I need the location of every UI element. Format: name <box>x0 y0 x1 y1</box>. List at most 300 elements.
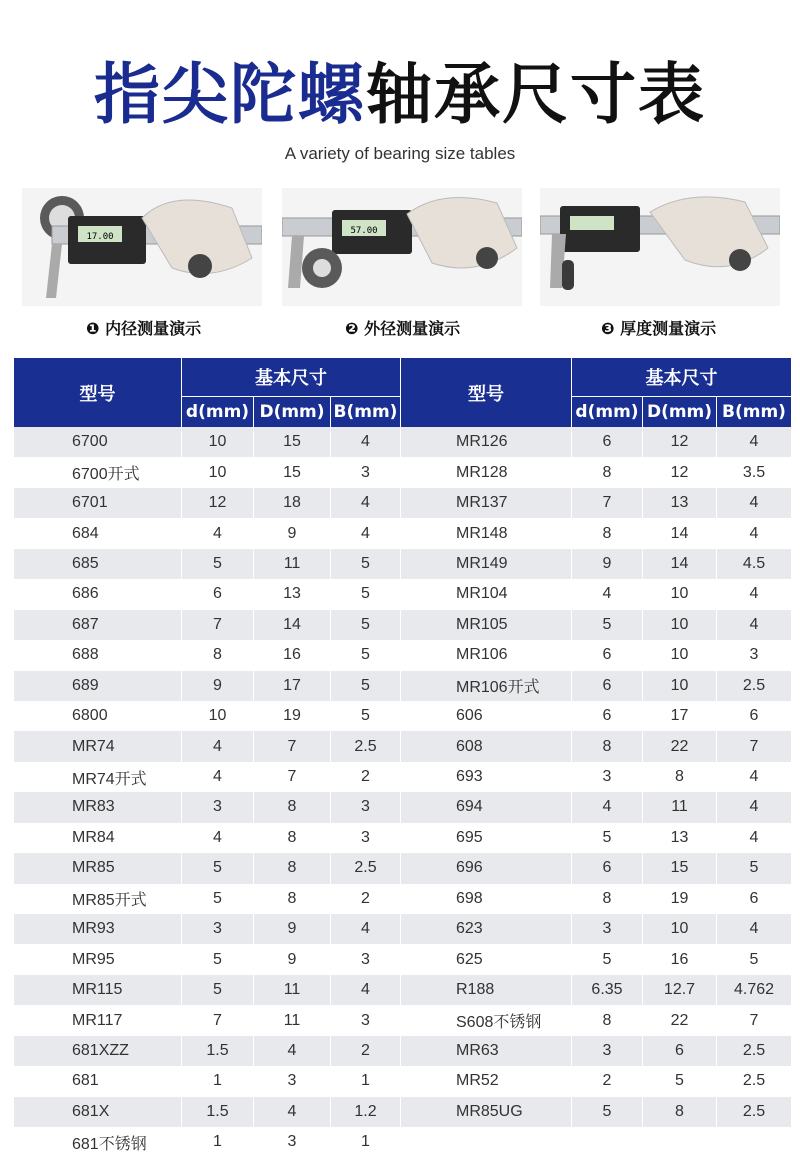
column-divider <box>330 1036 331 1066</box>
left-model-cell: 6700 <box>72 433 108 451</box>
column-divider <box>716 640 717 670</box>
column-divider <box>400 762 401 792</box>
left-B-cell: 1.2 <box>354 1102 377 1120</box>
table-row <box>14 1036 791 1066</box>
left-D-cell: 11 <box>283 1011 301 1029</box>
left-D-cell: 11 <box>283 981 301 999</box>
column-divider <box>330 488 331 518</box>
left-model-cell: 681X <box>72 1102 110 1120</box>
left-D-cell: 14 <box>283 615 301 633</box>
column-divider <box>642 640 643 670</box>
column-divider <box>253 579 254 609</box>
column-divider <box>253 671 254 701</box>
left-D-cell: 17 <box>283 676 301 694</box>
column-divider <box>716 1005 717 1035</box>
bearing-size-table <box>14 358 791 1158</box>
right-B-cell: 4 <box>749 585 759 603</box>
left-d-cell: 8 <box>213 646 222 664</box>
left-D-cell: 16 <box>283 646 301 664</box>
column-divider <box>330 1066 331 1096</box>
right-model-cell: 693 <box>456 768 483 786</box>
column-divider <box>642 457 643 487</box>
column-divider <box>642 1036 643 1066</box>
table-row <box>14 823 791 853</box>
table-row <box>14 427 791 457</box>
right-model-cell: MR104 <box>456 585 508 603</box>
column-divider <box>571 579 572 609</box>
left-D-cell: 9 <box>287 920 297 938</box>
left-model-cell: MR95 <box>72 950 115 968</box>
left-D-cell: 8 <box>287 889 297 907</box>
title-blue: 指尖陀螺 <box>94 56 366 133</box>
right-d-cell: 6 <box>602 433 612 451</box>
right-D-cell: 14 <box>670 524 689 542</box>
column-divider <box>253 914 254 944</box>
table-row <box>14 731 791 761</box>
left-B-cell: 2.5 <box>354 859 377 877</box>
column-divider <box>330 671 331 701</box>
table-row <box>14 975 791 1005</box>
column-divider <box>571 884 572 914</box>
left-model-cell: MR117 <box>72 1011 123 1029</box>
column-divider <box>253 518 254 548</box>
left-model-cell: 686 <box>72 585 99 603</box>
right-d-cell: 6 <box>602 676 612 694</box>
column-divider <box>330 792 331 822</box>
column-divider <box>330 731 331 761</box>
column-divider <box>642 701 643 731</box>
page-subtitle: A variety of bearing size tables <box>284 144 516 163</box>
column-divider <box>642 884 643 914</box>
column-divider <box>181 701 182 731</box>
left-D-cell: 13 <box>283 585 301 603</box>
column-divider <box>571 671 572 701</box>
column-divider <box>181 1097 182 1127</box>
left-B-cell: 3 <box>361 463 370 481</box>
column-divider <box>716 914 717 944</box>
column-divider <box>571 1097 572 1127</box>
right-B-cell: 6 <box>749 889 759 907</box>
table-row <box>14 914 791 944</box>
caliper-outer-diameter-icon <box>282 188 522 306</box>
column-divider <box>253 944 254 974</box>
column-divider <box>571 975 572 1005</box>
column-divider <box>571 1127 572 1157</box>
column-divider <box>253 975 254 1005</box>
column-divider <box>253 1005 254 1035</box>
column-divider <box>642 914 643 944</box>
column-divider <box>253 853 254 883</box>
left-D-cell: 3 <box>287 1133 297 1151</box>
left-d-cell: 10 <box>208 463 227 481</box>
column-divider <box>642 975 643 1005</box>
left-D-cell: 11 <box>283 554 301 572</box>
right-model-cell: MR85UG <box>456 1102 523 1120</box>
left-B-cell: 3 <box>361 828 370 846</box>
right-B-cell: 2.5 <box>742 1102 766 1120</box>
column-divider <box>181 731 182 761</box>
left-B-cell: 5 <box>361 615 370 633</box>
column-divider <box>253 731 254 761</box>
col-B-left: B(mm) <box>333 402 398 422</box>
column-divider <box>400 701 401 731</box>
left-d-cell: 1.5 <box>206 1041 229 1059</box>
left-B-cell: 4 <box>361 433 370 451</box>
column-divider <box>642 792 643 822</box>
column-divider <box>253 792 254 822</box>
reading-1: 17.00 <box>86 232 114 242</box>
left-model-cell: MR93 <box>72 920 115 938</box>
column-divider <box>181 579 182 609</box>
title-black: 轴承尺寸表 <box>366 56 706 133</box>
right-model-cell: 694 <box>456 798 483 816</box>
right-D-cell: 22 <box>670 737 689 755</box>
right-B-cell: 7 <box>749 737 759 755</box>
column-divider <box>642 488 643 518</box>
column-divider <box>181 823 182 853</box>
column-divider <box>642 731 643 761</box>
left-B-cell: 4 <box>361 920 370 938</box>
col-basic-left: 基本尺寸 <box>255 368 327 389</box>
col-D-right: D(mm) <box>646 402 713 422</box>
left-model-cell: 6700开式 <box>72 466 140 484</box>
left-model-cell: MR74开式 <box>72 770 147 788</box>
right-D-cell: 22 <box>670 1011 689 1029</box>
left-d-cell: 3 <box>213 798 222 816</box>
column-divider <box>400 1066 401 1096</box>
column-divider <box>330 701 331 731</box>
right-model-cell: MR126 <box>456 433 508 451</box>
left-B-cell: 2 <box>361 889 370 907</box>
left-d-cell: 5 <box>213 950 222 968</box>
left-model-cell: 681XZZ <box>72 1041 129 1059</box>
column-divider <box>716 457 717 487</box>
column-divider <box>642 579 643 609</box>
right-d-cell: 2 <box>602 1072 612 1090</box>
right-B-cell: 4 <box>749 768 759 786</box>
left-d-cell: 9 <box>213 676 222 694</box>
left-d-cell: 1.5 <box>206 1102 229 1120</box>
right-model-cell: R188 <box>456 981 495 999</box>
left-d-cell: 4 <box>213 768 222 786</box>
right-D-cell: 12 <box>670 433 689 451</box>
right-model-cell: S608不锈钢 <box>456 1014 542 1032</box>
column-divider <box>571 944 572 974</box>
right-D-cell: 8 <box>675 768 684 786</box>
left-D-cell: 8 <box>287 828 297 846</box>
left-B-cell: 4 <box>361 524 370 542</box>
reading-2: 57.00 <box>350 226 378 236</box>
column-divider <box>642 1127 643 1157</box>
column-divider <box>716 1097 717 1127</box>
column-divider <box>181 640 182 670</box>
column-divider <box>716 1127 717 1157</box>
right-D-cell: 8 <box>675 1102 684 1120</box>
column-divider <box>400 579 401 609</box>
right-D-cell: 10 <box>670 585 689 603</box>
table-row <box>14 640 791 670</box>
left-B-cell: 3 <box>361 798 370 816</box>
right-d-cell: 5 <box>602 828 612 846</box>
left-model-cell: MR83 <box>72 798 115 816</box>
left-D-cell: 7 <box>287 737 297 755</box>
column-divider <box>181 1066 182 1096</box>
column-divider <box>330 762 331 792</box>
right-d-cell: 6.35 <box>591 981 623 999</box>
right-model-cell <box>456 1127 570 1157</box>
column-divider <box>330 579 331 609</box>
left-D-cell: 4 <box>287 1041 297 1059</box>
column-divider <box>571 427 572 457</box>
right-d-cell: 6 <box>602 859 612 877</box>
right-d-cell: 4 <box>602 798 612 816</box>
column-divider <box>716 671 717 701</box>
left-B-cell: 2.5 <box>354 737 377 755</box>
table-row <box>14 853 791 883</box>
column-divider <box>716 944 717 974</box>
left-d-cell: 5 <box>213 554 222 572</box>
left-D-cell: 7 <box>287 768 297 786</box>
right-model-cell: 606 <box>456 707 483 725</box>
right-D-cell: 15 <box>670 859 689 877</box>
column-divider <box>330 853 331 883</box>
left-d-cell: 4 <box>213 828 222 846</box>
left-D-cell: 8 <box>287 859 297 877</box>
page-title <box>0 56 800 133</box>
right-B-cell: 4 <box>749 524 759 542</box>
right-model-cell: MR106开式 <box>456 679 540 697</box>
table-row <box>14 518 791 548</box>
right-d-cell: 7 <box>602 494 612 512</box>
column-divider <box>330 975 331 1005</box>
column-divider <box>716 762 717 792</box>
left-d-cell: 10 <box>208 433 227 451</box>
left-model-cell: 687 <box>72 615 99 633</box>
table-row <box>14 457 791 487</box>
right-model-cell: MR128 <box>456 463 508 481</box>
column-divider <box>400 610 401 640</box>
left-model-cell: 684 <box>72 524 99 542</box>
right-model-cell: MR63 <box>456 1041 499 1059</box>
left-D-cell: 18 <box>283 494 301 512</box>
right-B-cell: 5 <box>749 859 759 877</box>
left-B-cell: 4 <box>361 981 370 999</box>
column-divider <box>330 823 331 853</box>
right-D-cell: 12.7 <box>663 981 696 999</box>
column-divider <box>571 1066 572 1096</box>
left-D-cell: 9 <box>287 524 297 542</box>
right-B-cell: 4 <box>749 433 759 451</box>
column-divider <box>571 518 572 548</box>
column-divider <box>716 975 717 1005</box>
table-row <box>14 762 791 792</box>
left-B-cell: 1 <box>361 1133 370 1151</box>
table-body <box>14 427 791 1158</box>
column-divider <box>400 640 401 670</box>
right-B-cell: 4 <box>749 920 759 938</box>
column-divider <box>716 427 717 457</box>
col-d-left: d(mm) <box>185 402 250 422</box>
column-divider <box>642 1066 643 1096</box>
left-d-cell: 6 <box>213 585 222 603</box>
column-divider <box>400 731 401 761</box>
left-d-cell: 12 <box>208 494 227 512</box>
column-divider <box>253 701 254 731</box>
table-row <box>14 671 791 701</box>
left-model-cell: MR84 <box>72 828 115 846</box>
right-B-cell: 4.5 <box>742 554 766 572</box>
table-row <box>14 579 791 609</box>
right-d-cell: 5 <box>602 1102 612 1120</box>
column-divider <box>181 853 182 883</box>
right-D-cell: 14 <box>670 554 689 572</box>
column-divider <box>400 1036 401 1066</box>
demo-label-outer: ❷ 外径测量演示 <box>345 319 461 338</box>
right-d-cell: 8 <box>602 889 612 907</box>
column-divider <box>181 549 182 579</box>
column-divider <box>642 671 643 701</box>
column-divider <box>181 914 182 944</box>
column-divider <box>181 610 182 640</box>
left-d-cell: 1 <box>213 1133 222 1151</box>
left-model-cell: MR85 <box>72 859 115 877</box>
column-divider <box>181 671 182 701</box>
left-model-cell: 6800 <box>72 707 108 725</box>
column-divider <box>253 488 254 518</box>
column-divider <box>181 884 182 914</box>
column-divider <box>571 853 572 883</box>
right-B-cell: 2.5 <box>742 1041 766 1059</box>
right-model-cell: 625 <box>456 950 483 968</box>
column-divider <box>253 610 254 640</box>
left-d-cell: 3 <box>213 920 222 938</box>
column-divider <box>181 975 182 1005</box>
column-divider <box>571 701 572 731</box>
col-model-left: 型号 <box>79 383 116 405</box>
column-divider <box>181 1005 182 1035</box>
left-D-cell: 15 <box>283 433 301 451</box>
right-model-cell: MR105 <box>456 615 508 633</box>
left-d-cell: 4 <box>213 737 222 755</box>
table-row <box>14 1127 791 1157</box>
column-divider <box>571 762 572 792</box>
left-d-cell: 4 <box>213 524 222 542</box>
column-divider <box>400 1005 401 1035</box>
right-d-cell: 3 <box>602 768 612 786</box>
right-D-cell: 10 <box>670 646 689 664</box>
right-B-cell: 4 <box>749 615 759 633</box>
column-divider <box>330 610 331 640</box>
right-d-cell <box>572 1127 642 1157</box>
left-B-cell: 5 <box>361 707 370 725</box>
left-model-cell: 689 <box>72 676 99 694</box>
column-divider <box>716 1066 717 1096</box>
column-divider <box>400 488 401 518</box>
left-d-cell: 7 <box>213 1011 222 1029</box>
left-B-cell: 5 <box>361 554 370 572</box>
caliper-thickness-icon <box>540 188 780 306</box>
column-divider <box>330 549 331 579</box>
left-D-cell: 19 <box>283 707 301 725</box>
right-B-cell: 4 <box>749 798 759 816</box>
right-model-cell: MR137 <box>456 494 508 512</box>
right-D-cell: 10 <box>670 676 689 694</box>
right-D-cell <box>643 1127 716 1157</box>
column-divider <box>716 518 717 548</box>
left-D-cell: 9 <box>287 950 297 968</box>
column-divider <box>181 944 182 974</box>
column-divider <box>330 1127 331 1157</box>
column-divider <box>642 610 643 640</box>
right-d-cell: 5 <box>602 950 612 968</box>
left-d-cell: 5 <box>213 889 222 907</box>
left-B-cell: 2 <box>361 1041 370 1059</box>
right-B-cell: 4.762 <box>733 981 775 999</box>
column-divider <box>716 610 717 640</box>
column-divider <box>716 701 717 731</box>
column-divider <box>400 884 401 914</box>
column-divider <box>253 1097 254 1127</box>
right-model-cell: MR52 <box>456 1072 499 1090</box>
right-model-cell: 695 <box>456 828 483 846</box>
column-divider <box>330 427 331 457</box>
left-B-cell: 3 <box>361 1011 370 1029</box>
column-divider <box>571 1036 572 1066</box>
column-divider <box>400 427 401 457</box>
right-model-cell: 608 <box>456 737 483 755</box>
left-model-cell: 688 <box>72 646 99 664</box>
right-d-cell: 8 <box>602 463 612 481</box>
right-d-cell: 3 <box>602 1041 612 1059</box>
column-divider <box>253 549 254 579</box>
col-model-right: 型号 <box>468 383 504 405</box>
column-divider <box>330 944 331 974</box>
column-divider <box>181 427 182 457</box>
column-divider <box>642 823 643 853</box>
right-D-cell: 10 <box>670 920 689 938</box>
left-model-cell: 685 <box>72 554 99 572</box>
right-d-cell: 8 <box>602 524 612 542</box>
column-divider <box>716 731 717 761</box>
right-model-cell: 698 <box>456 889 483 907</box>
column-divider <box>400 823 401 853</box>
column-divider <box>253 1127 254 1157</box>
column-divider <box>642 518 643 548</box>
column-divider <box>400 457 401 487</box>
col-basic-right: 基本尺寸 <box>645 368 718 389</box>
right-B-cell: 4 <box>749 494 759 512</box>
column-divider <box>181 792 182 822</box>
column-divider <box>253 1066 254 1096</box>
right-D-cell: 16 <box>670 950 689 968</box>
column-divider <box>716 549 717 579</box>
column-divider <box>253 640 254 670</box>
column-divider <box>400 549 401 579</box>
table-row <box>14 1097 791 1127</box>
right-D-cell: 17 <box>670 707 689 725</box>
left-d-cell: 7 <box>213 615 222 633</box>
column-divider <box>330 914 331 944</box>
left-d-cell: 5 <box>213 859 222 877</box>
right-B-cell: 7 <box>749 1011 759 1029</box>
column-divider <box>181 762 182 792</box>
column-divider <box>642 853 643 883</box>
column-divider <box>642 427 643 457</box>
column-divider <box>716 488 717 518</box>
col-D-left: D(mm) <box>259 402 325 422</box>
left-D-cell: 3 <box>287 1072 297 1090</box>
right-model-cell: 623 <box>456 920 483 938</box>
